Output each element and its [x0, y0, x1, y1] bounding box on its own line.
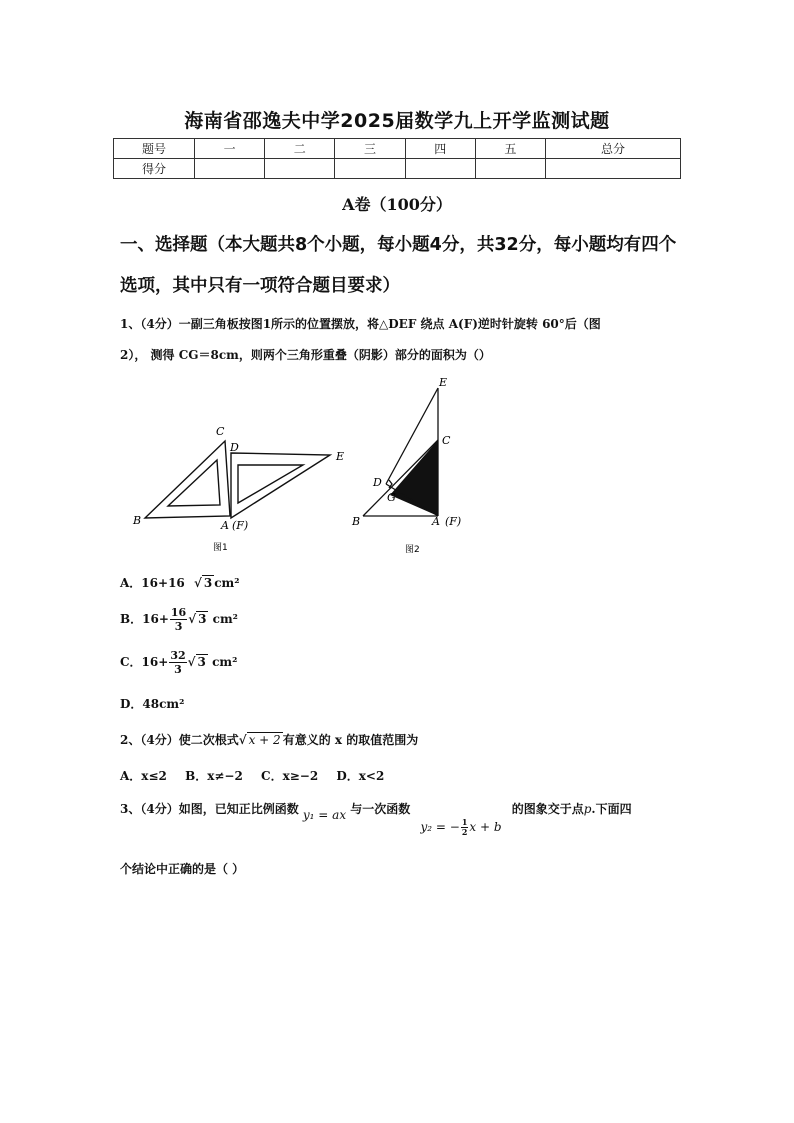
triangle-abc — [145, 441, 230, 518]
option-c-radicand: 3 — [197, 655, 206, 669]
question-1-line-2: 2）， 测得 CG＝8cm，则两个三角形重叠（阴影）部分的面积为（） — [120, 348, 491, 362]
table-cell: 得分 — [114, 159, 195, 179]
q3-mid: 与一次函数 — [350, 802, 411, 816]
q3-function-2 — [420, 817, 505, 837]
section-heading: 一、选择题（本大题共8个小题，每小题4分，共32分，每小题均有四个选项，其中只有一项符合题目要求） — [120, 235, 677, 296]
table-cell — [265, 159, 335, 179]
triangle-abc-inner — [168, 460, 220, 506]
q1-option-a: A．16+16 √ 3 cm² — [120, 576, 240, 590]
table-row — [114, 139, 681, 159]
figure-1-caption: 图1 — [213, 543, 228, 553]
label-f: (F) — [445, 515, 462, 528]
q3-f2-fraction — [461, 818, 469, 837]
question-1-line-1: 1、（4分）一副三角板按图1所示的位置摆放，将△DEF 绕点 A(F)逆时针旋转 60°后（图 — [120, 317, 601, 331]
page-title: 海南省邵逸夫中学2025届数学九上开学监测试题 — [184, 110, 610, 132]
option-a-radicand: 3 — [203, 576, 213, 590]
fraction-numerator: 1 — [461, 817, 468, 827]
table-cell: 三 — [335, 139, 405, 159]
label-d: D — [373, 476, 382, 489]
table-row — [114, 159, 681, 179]
q3-suffix: 的图象交于点 — [511, 802, 584, 816]
label-d: D — [230, 441, 239, 454]
fraction-denominator: 3 — [174, 663, 182, 676]
table-cell: 总分 — [546, 139, 681, 159]
option-b-unit: cm² — [212, 612, 238, 626]
q2-options — [120, 767, 384, 784]
q3-f2-lhs: y₂ = − — [420, 820, 460, 834]
question-2: 2、（4分）使二次根式√ x + 2 有意义的 x 的取值范围为 — [120, 733, 419, 747]
label-g: G — [387, 491, 396, 504]
q3-function-1: y₁ = ax — [302, 808, 347, 822]
table-cell — [405, 159, 475, 179]
q1-option-b: B．16+ $\frac{16}{3}$ √ 3 cm² — [120, 606, 238, 633]
table-cell: 题号 — [114, 139, 195, 159]
fraction-denominator: 3 — [174, 620, 183, 633]
table-cell — [195, 159, 265, 179]
fraction-denominator: 2 — [461, 827, 468, 837]
q2-option-b: B．x≠−2 — [185, 769, 243, 783]
q2-option-c: C．x≥−2 — [261, 769, 319, 783]
q2-option-a: A．x≤2 — [120, 769, 167, 783]
question-3-line-1 — [120, 800, 680, 837]
option-a-unit: cm² — [214, 576, 240, 590]
option-b-fraction — [170, 606, 187, 633]
q1-option-d: D．48cm² — [120, 697, 185, 711]
table-cell: 二 — [265, 139, 335, 159]
option-c-unit: cm² — [212, 655, 238, 669]
question-3-line-2: 个结论中正确的是（ ） — [120, 862, 245, 876]
fraction-numerator: 32 — [170, 649, 186, 662]
q3-prefix: 3、（4分）如图，已知正比例函数 — [120, 802, 299, 816]
section-title: A卷（100分） — [342, 195, 452, 214]
table-cell — [475, 159, 545, 179]
option-b-radicand: 3 — [198, 612, 207, 626]
table-cell: 一 — [195, 139, 265, 159]
option-c-prefix: C．16+ — [120, 655, 169, 669]
q3-point: p — [583, 802, 592, 816]
shaded-overlap — [390, 440, 438, 516]
q2-radicand: x + 2 — [248, 733, 281, 747]
figure-2-caption: 图2 — [405, 545, 420, 555]
score-table — [113, 138, 681, 179]
table-cell — [546, 159, 681, 179]
fraction-numerator: 16 — [170, 606, 187, 619]
q3-suffix-2: .下面四 — [591, 802, 632, 816]
label-e: E — [439, 376, 448, 389]
triangle-def-inner — [238, 465, 303, 503]
label-a: A — [432, 515, 440, 528]
q2-prefix: 2、（4分）使二次根式 — [120, 733, 239, 747]
option-b-prefix: B．16+ — [120, 612, 169, 626]
q2-suffix: 有意义的 x 的取值范围为 — [282, 733, 419, 747]
table-cell: 五 — [475, 139, 545, 159]
table-cell — [335, 159, 405, 179]
option-a-prefix: A．16+16 — [120, 576, 185, 590]
q1-option-c: C．16+ $\frac{32}{3}$ √ 3 cm² — [120, 649, 238, 676]
label-c: C — [216, 425, 225, 438]
q2-option-d: D．x<2 — [336, 769, 385, 783]
label-c: C — [442, 434, 451, 447]
label-f: (F) — [232, 519, 249, 532]
label-b: B — [133, 514, 142, 527]
label-a: A — [221, 519, 229, 532]
label-e: E — [336, 450, 345, 463]
table-cell: 四 — [405, 139, 475, 159]
figure-2 — [345, 376, 470, 558]
label-b: B — [352, 515, 361, 528]
triangle-def — [231, 453, 330, 518]
q3-f2-rhs: x + b — [469, 820, 502, 834]
option-c-fraction — [169, 649, 186, 676]
figure-1 — [125, 418, 350, 558]
